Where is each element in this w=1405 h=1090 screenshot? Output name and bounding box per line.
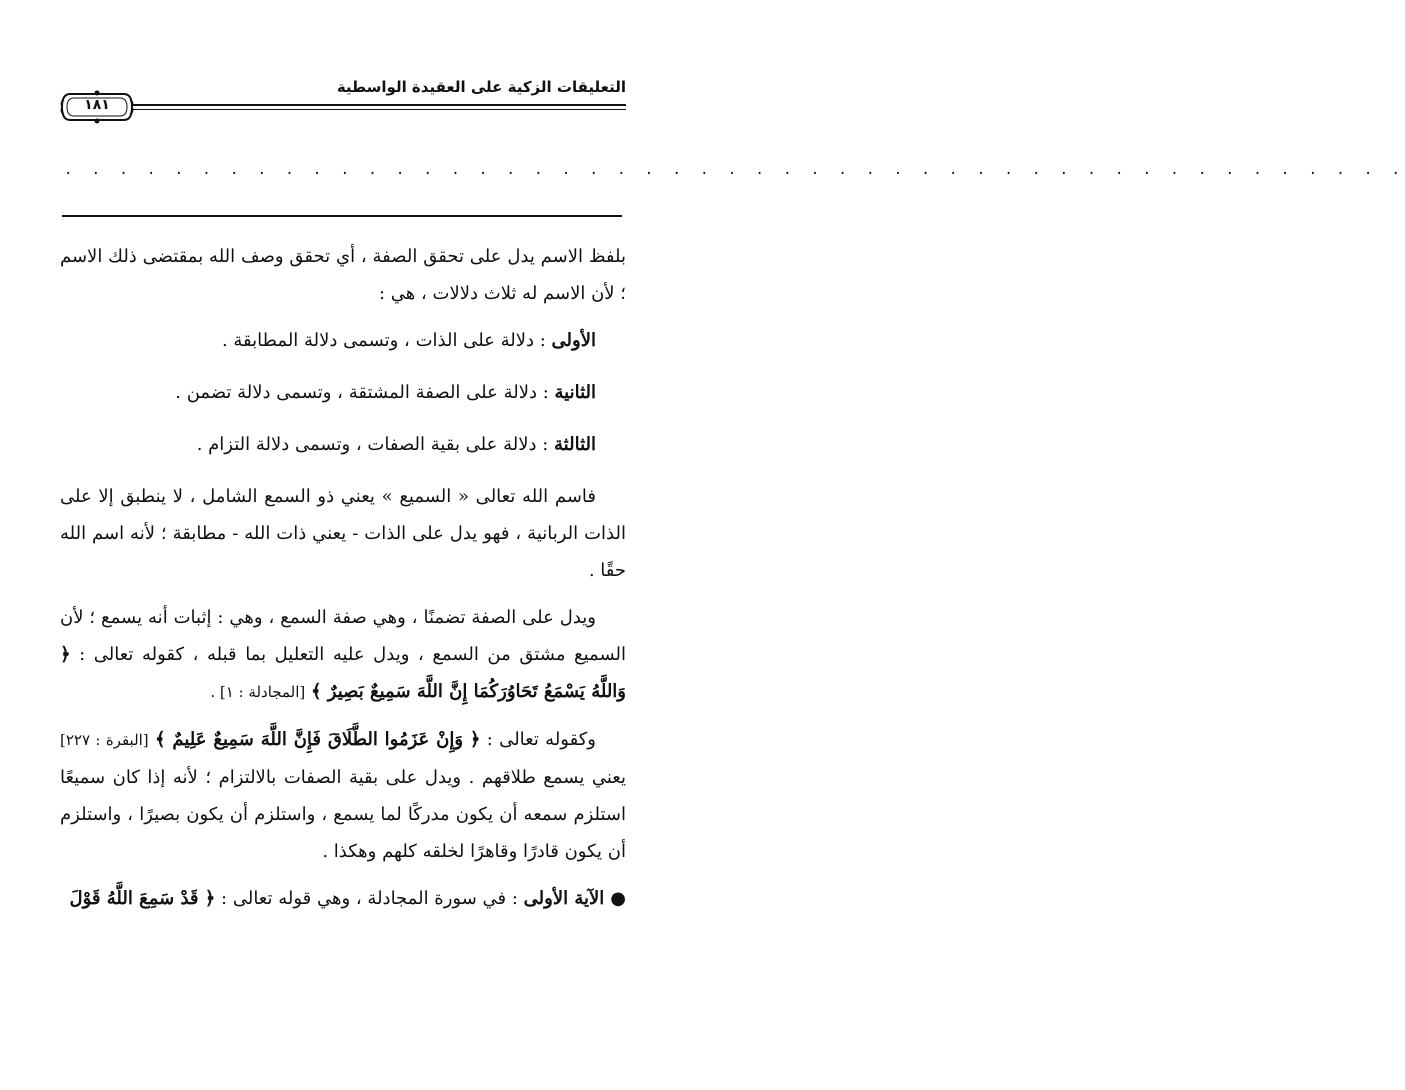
running-title: التعليقات الزكية على العقيدة الواسطية bbox=[336, 78, 626, 96]
item-label: الثالثة bbox=[554, 434, 596, 455]
verse-reference: [المجادلة : ١] . bbox=[210, 683, 306, 701]
item-text: : دلالة على الذات ، وتسمى دلالة المطابقة . bbox=[221, 330, 552, 351]
paragraph: بلفظ الاسم يدل على تحقق الصفة ، أي تحقق وصف الله بمقتضى ذلك الاسم ؛ لأن الاسم له ثلاث دلالات ، هي : bbox=[60, 246, 626, 304]
body-text bbox=[60, 238, 626, 917]
list-item bbox=[60, 422, 626, 468]
paragraph: فاسم الله تعالى « السميع » يعني ذو السمع الشامل ، لا ينطبق إلا على الذات الربانية ، فهو يدل على الذات - يعني ذات الله - مطابقة ؛ لأنه اسم الله حقًا . bbox=[60, 486, 626, 581]
header-rule-thin bbox=[132, 109, 626, 110]
bullet-text: : في سورة المجادلة ، وهي قوله تعالى : bbox=[215, 888, 524, 909]
bullet-label: الآية الأولى bbox=[523, 888, 605, 909]
footnote-separator bbox=[62, 215, 622, 217]
page-number: ١٨١ bbox=[84, 97, 110, 113]
verse-reference: [البقرة : ٢٢٧] bbox=[60, 731, 149, 749]
paragraph-text: يعني يسمع طلاقهم . ويدل على بقية الصفات بالالتزام ؛ لأنه إذا كان سميعًا استلزم سمعه أن يكون مدركًا لما يسمع ، واستلزم أن يكون بصيرًا ، واستلزم أن يكون قادرًا وقاهرًا لخلقه كلهم وهكذا . bbox=[60, 767, 626, 862]
list-item bbox=[60, 370, 626, 416]
item-label: الثانية bbox=[554, 382, 596, 403]
paragraph bbox=[60, 599, 626, 711]
header-rule bbox=[132, 104, 626, 106]
page-header bbox=[60, 70, 626, 130]
bullet-item bbox=[60, 880, 626, 917]
quran-verse: ﴿ وَإِنْ عَزَمُوا الطَّلَاقَ فَإِنَّ اللَّهَ سَمِيعٌ عَلِيمٌ ﴾ bbox=[154, 729, 481, 750]
page-number-ornament bbox=[60, 90, 134, 124]
item-text: : دلالة على الصفة المشتقة ، وتسمى دلالة تضمن . bbox=[175, 382, 555, 403]
bullet-icon: ● bbox=[610, 888, 626, 909]
quran-verse: ﴿ وَاللَّهُ يَسْمَعُ تَحَاوُرَكُمَا إِنَّ اللَّهَ سَمِيعٌ بَصِيرٌ ﴾ bbox=[60, 644, 626, 702]
paragraph bbox=[60, 721, 626, 870]
footnote-dot-leader: . . . . . . . . . . . . . . . . . . . . . . . . . . . . . . . . . . . . . . . . . . . . . . . . . bbox=[64, 162, 1405, 178]
paragraph-text: ويدل على الصفة تضمنًا ، وهي صفة السمع ، وهي : إثبات أنه يسمع ؛ لأن السميع مشتق من السمع ، ويدل عليه التعليل بما قبله ، كقوله تعالى : bbox=[60, 607, 626, 665]
quran-verse: ﴿ قَدْ سَمِعَ اللَّهُ قَوْلَ bbox=[69, 888, 216, 909]
list-item bbox=[60, 318, 626, 364]
item-text: : دلالة على بقية الصفات ، وتسمى دلالة التزام . bbox=[196, 434, 555, 455]
item-label: الأولى bbox=[551, 330, 596, 351]
paragraph-text: وكقوله تعالى : bbox=[480, 729, 596, 750]
